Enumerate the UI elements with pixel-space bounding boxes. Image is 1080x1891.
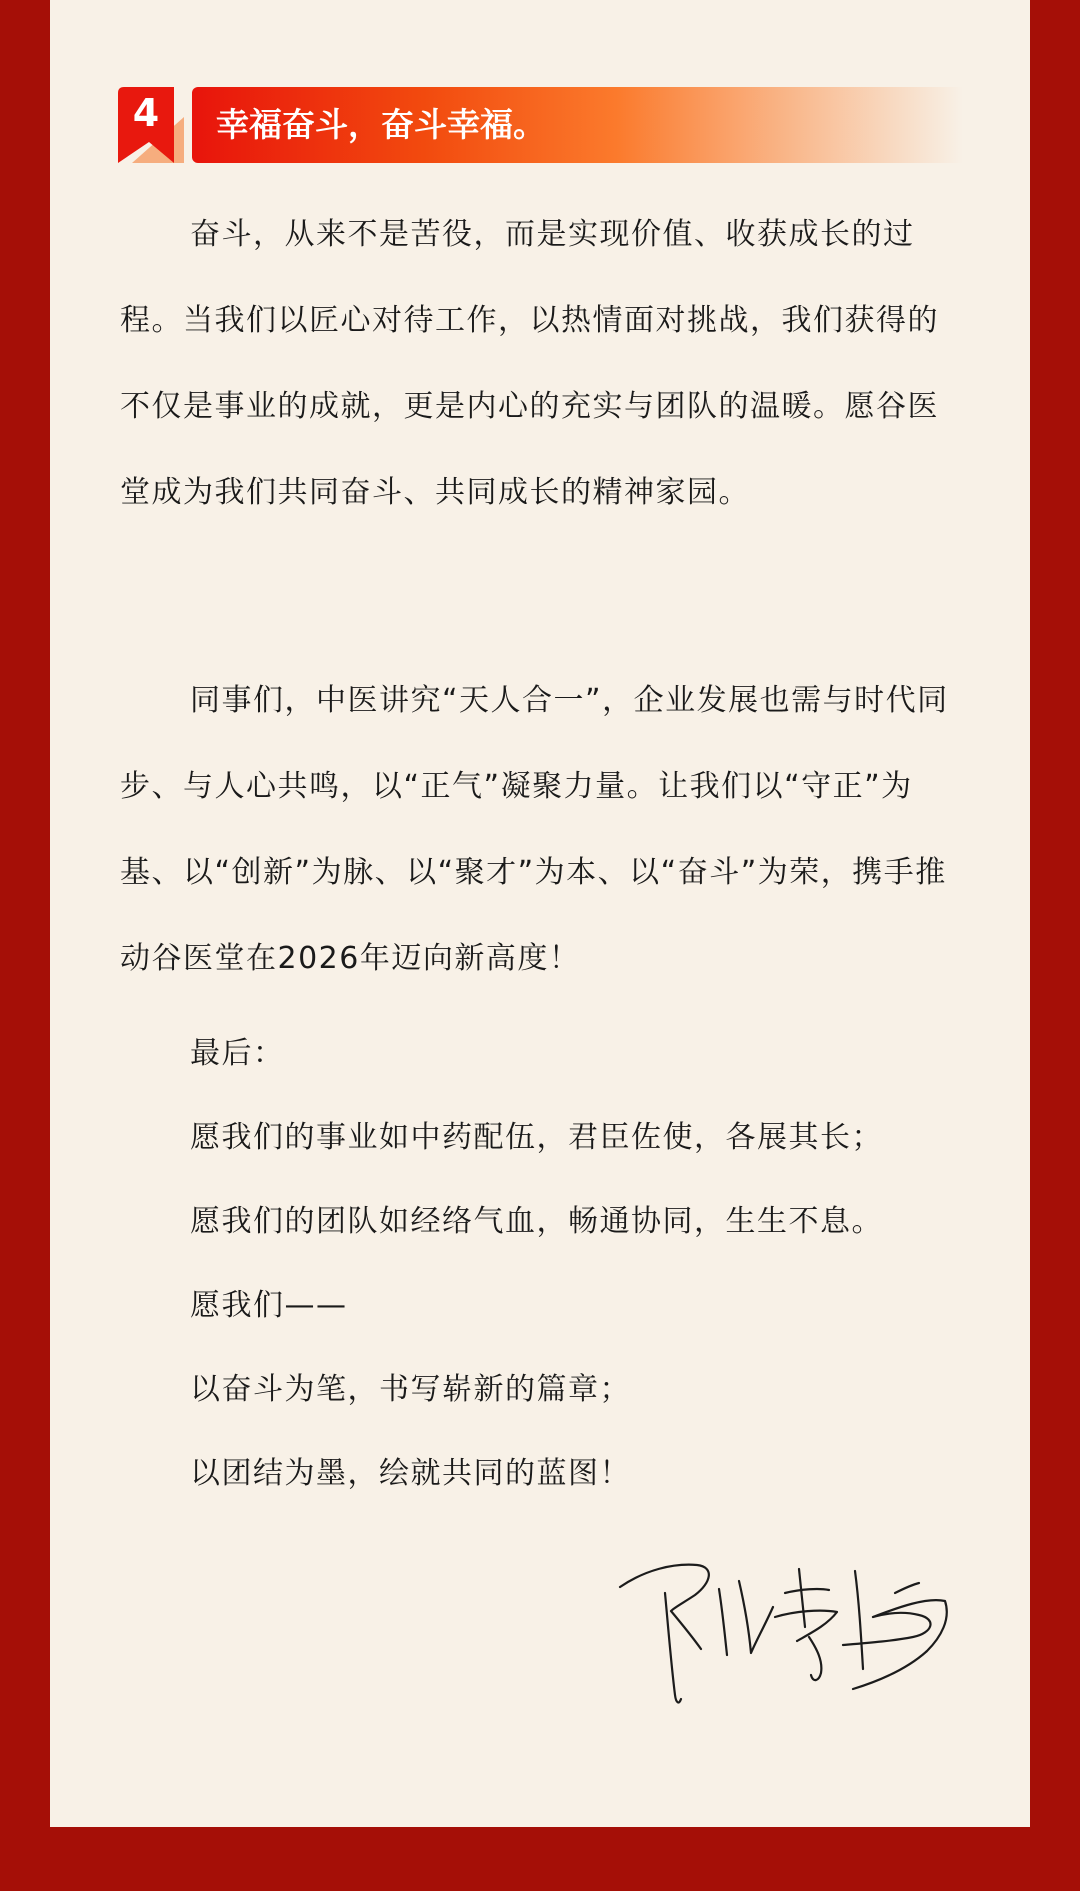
section-header [118,87,963,163]
closing-intro: 最后： [190,1036,285,1071]
section-title-bar [192,87,963,163]
body-paragraph: 奋斗，从来不是苦役，而是实现价值、收获成长的过程。当我们以匠心对待工作，以热情面对挑战，我们获得的不仅是事业的成就，更是内心的充实与团队的温暖。愿谷医堂成为我们共同奋斗、共同成长的精神家园。 [120,217,939,510]
section-number: 4 [132,91,160,135]
closing-wish: 以奋斗为笔，书写崭新的篇章； [190,1372,631,1407]
closing-wish: 愿我们的团队如经络气血，畅通协同，生生不息。 [190,1204,883,1239]
body-paragraph: 同事们，中医讲究“天人合一”，企业发展也需与时代同步、与人心共鸣，以“正气”凝聚力量。让我们以“守正”为基、以“创新”为脉、以“聚才”为本、以“奋斗”为荣，携手推动谷医堂在2026年迈向新高度！ [120,683,949,976]
closing-wish: 愿我们—— [190,1288,348,1323]
handwritten-signature [615,1545,955,1710]
section-title: 幸福奋斗，奋斗幸福。 [216,105,546,144]
closing-wish: 愿我们的事业如中药配伍，君臣佐使，各展其长； [190,1120,883,1155]
closing-wish: 以团结为墨，绘就共同的蓝图！ [190,1456,631,1491]
section-number-badge [118,87,184,163]
